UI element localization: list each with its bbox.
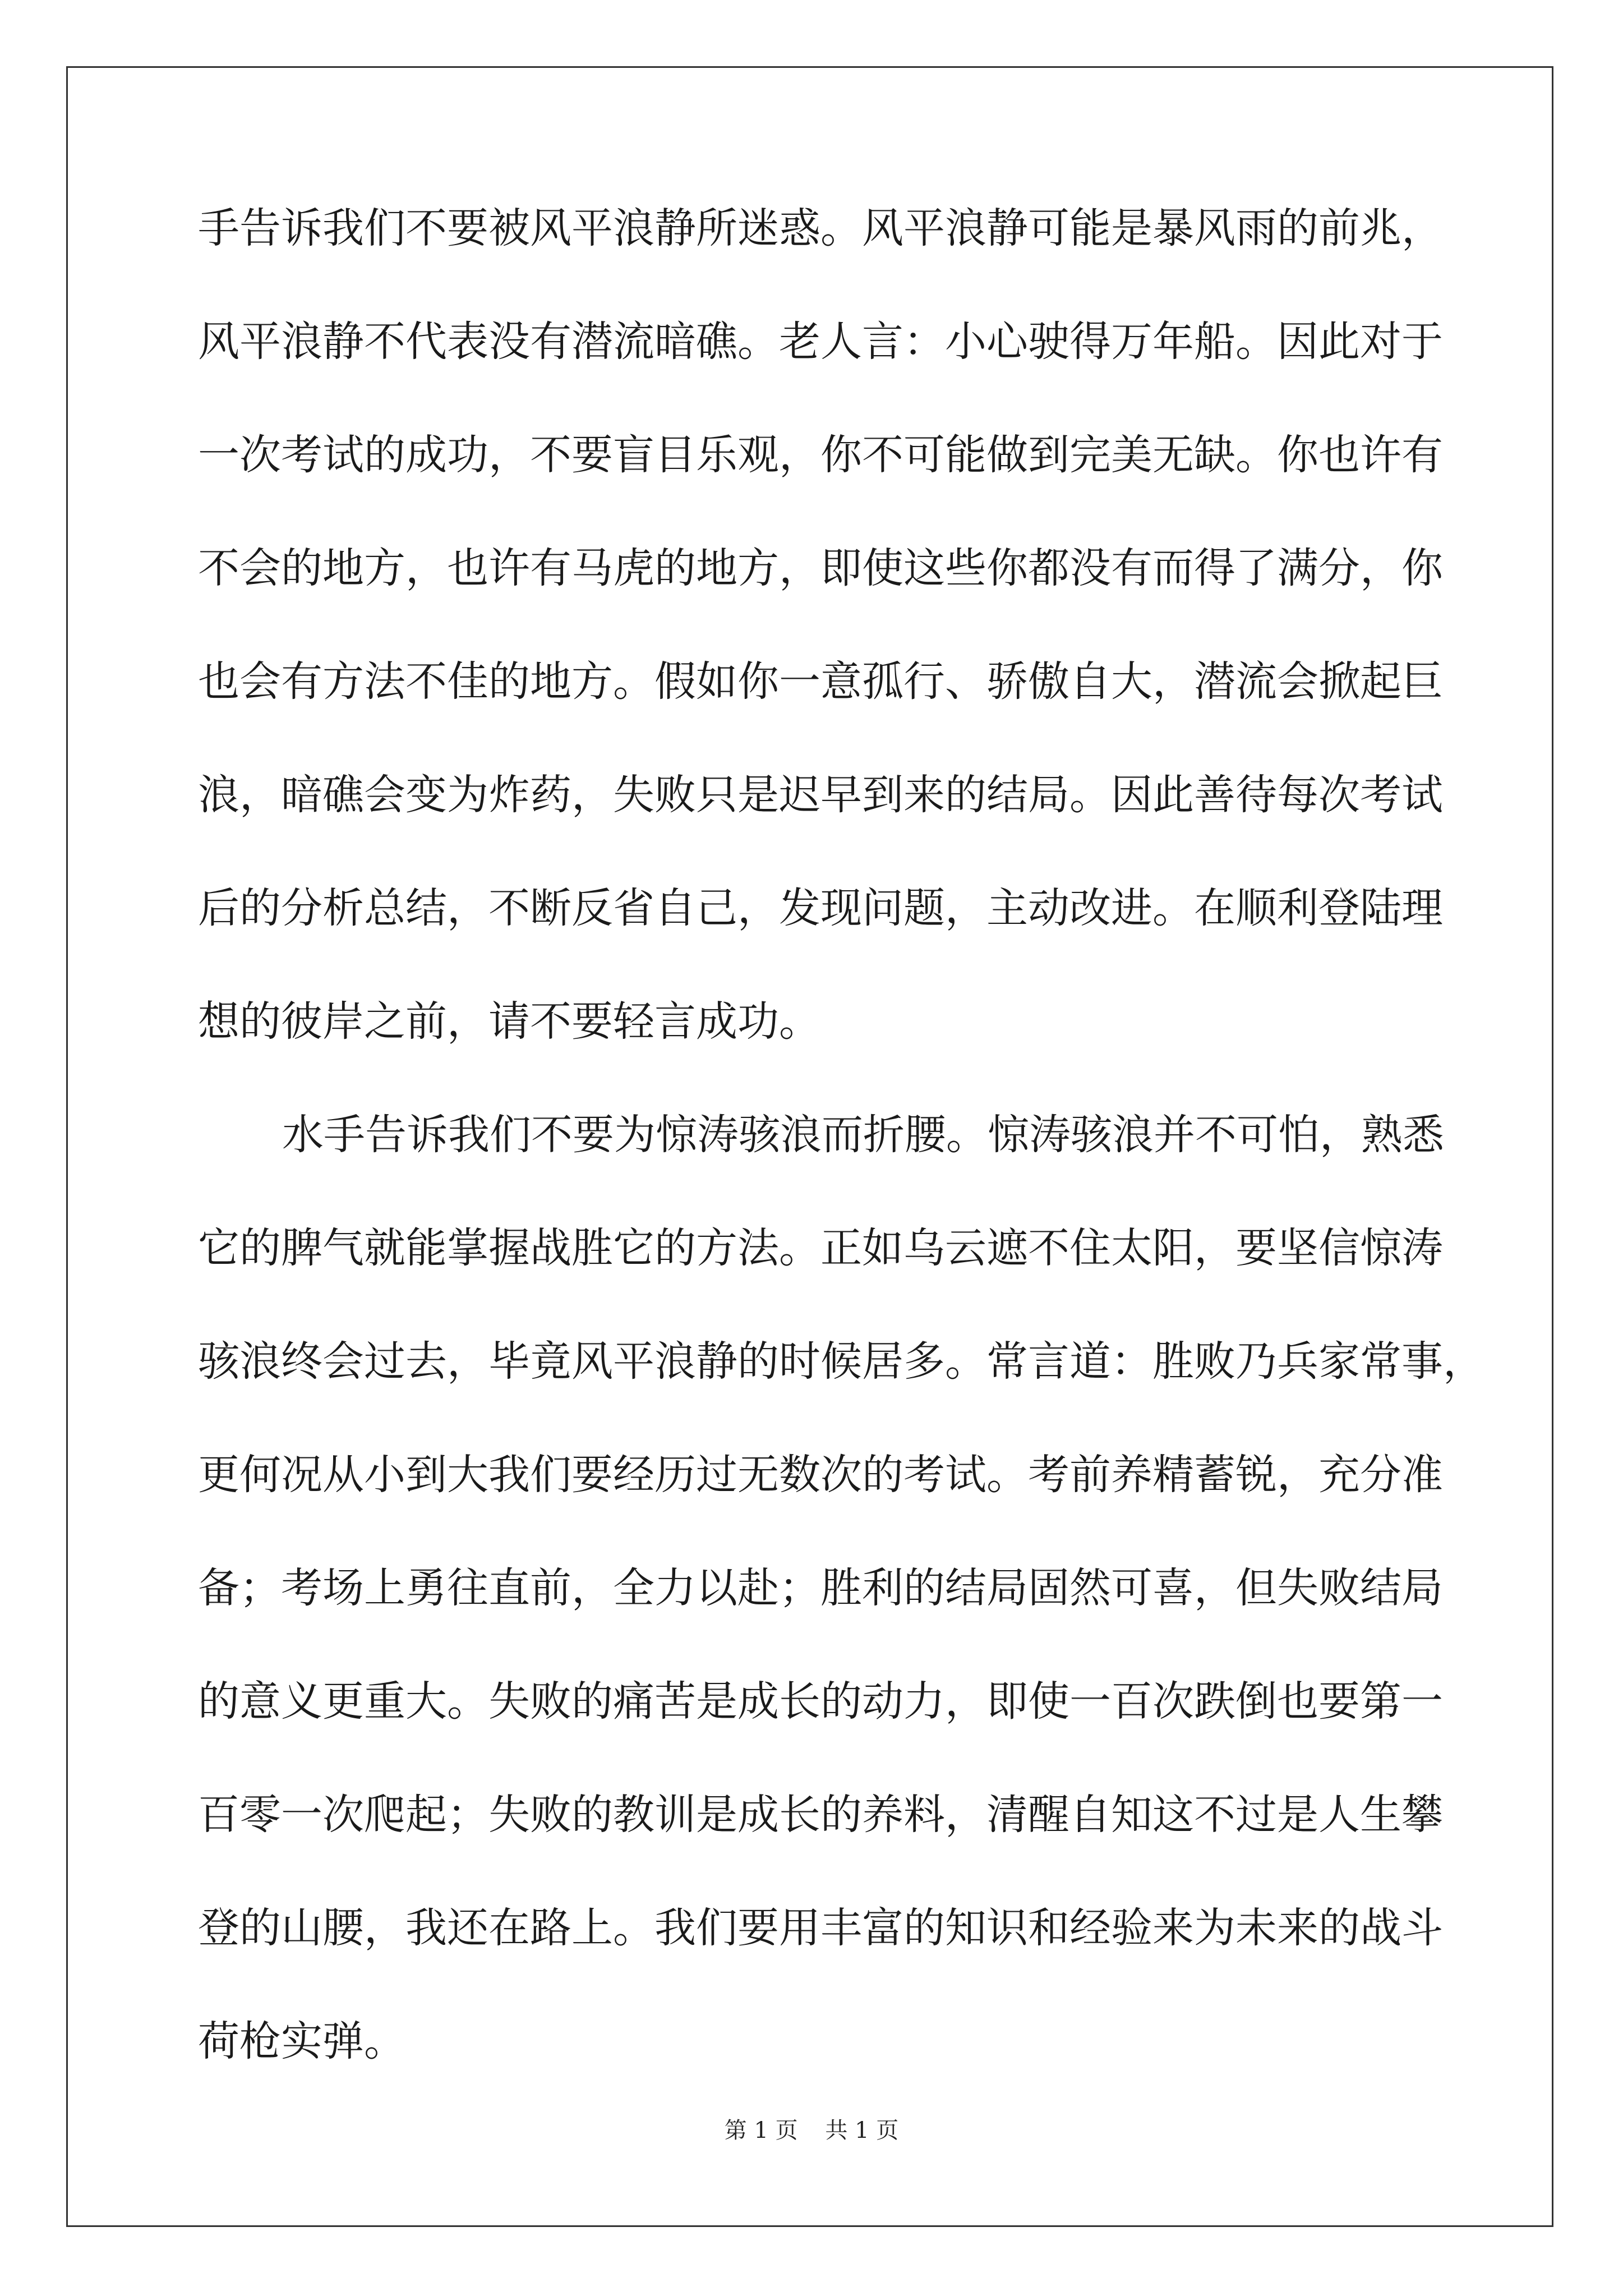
paragraph-1-line-8: 想的彼岸之前，请不要轻言成功。 bbox=[198, 997, 820, 1046]
paragraph-2-line-5: 备；考场上勇往直前，全力以赴；胜利的结局固然可喜，但失败结局 bbox=[198, 1564, 1443, 1612]
paragraph-1-line-2: 风平浪静不代表没有潜流暗礁。老人言：小心驶得万年船。因此对于 bbox=[198, 318, 1443, 366]
paragraph-2-line-7: 百零一次爬起；失败的教训是成长的养料，清醒自知这不过是人生攀 bbox=[198, 1791, 1443, 1839]
paragraph-2-line-3: 骇浪终会过去，毕竟风平浪静的时候居多。常言道：胜败乃兵家常事， bbox=[198, 1337, 1484, 1386]
document-body bbox=[198, 204, 1484, 2134]
page-total: 共 1 页 bbox=[825, 2118, 899, 2143]
paragraph-1-line-4: 不会的地方，也许有马虎的地方，即使这些你都没有而得了满分，你 bbox=[198, 544, 1443, 592]
page-footer bbox=[0, 2119, 1623, 2142]
paragraph-1-line-6: 浪，暗礁会变为炸药，失败只是迟早到来的结局。因此善待每次考试 bbox=[198, 771, 1443, 819]
paragraph-2-line-9: 荷枪实弹。 bbox=[198, 2017, 405, 2065]
paragraph-2-line-8: 登的山腰，我还在路上。我们要用丰富的知识和经验来为未来的战斗 bbox=[198, 1904, 1443, 1952]
paragraph-2-line-2: 它的脾气就能掌握战胜它的方法。正如乌云遮不住太阳，要坚信惊涛 bbox=[198, 1224, 1443, 1272]
page-number: 第 1 页 bbox=[724, 2118, 798, 2143]
paragraph-1-line-5: 也会有方法不佳的地方。假如你一意孤行、骄傲自大，潜流会掀起巨 bbox=[198, 657, 1443, 706]
paragraph-1-line-3: 一次考试的成功，不要盲目乐观，你不可能做到完美无缺。你也许有 bbox=[198, 431, 1443, 479]
paragraph-1-line-7: 后的分析总结，不断反省自己，发现问题，主动改进。在顺利登陆理 bbox=[198, 884, 1443, 932]
paragraph-2-line-6: 的意义更重大。失败的痛苦是成长的动力，即使一百次跌倒也要第一 bbox=[198, 1677, 1443, 1726]
paragraph-2-line-4: 更何况从小到大我们要经历过无数次的考试。考前养精蓄锐，充分准 bbox=[198, 1451, 1443, 1499]
paragraph-1-line-1: 手告诉我们不要被风平浪静所迷惑。风平浪静可能是暴风雨的前兆， bbox=[198, 204, 1443, 252]
paragraph-2-line-1: 水手告诉我们不要为惊涛骇浪而折腰。惊涛骇浪并不可怕，熟悉 bbox=[282, 1111, 1444, 1159]
